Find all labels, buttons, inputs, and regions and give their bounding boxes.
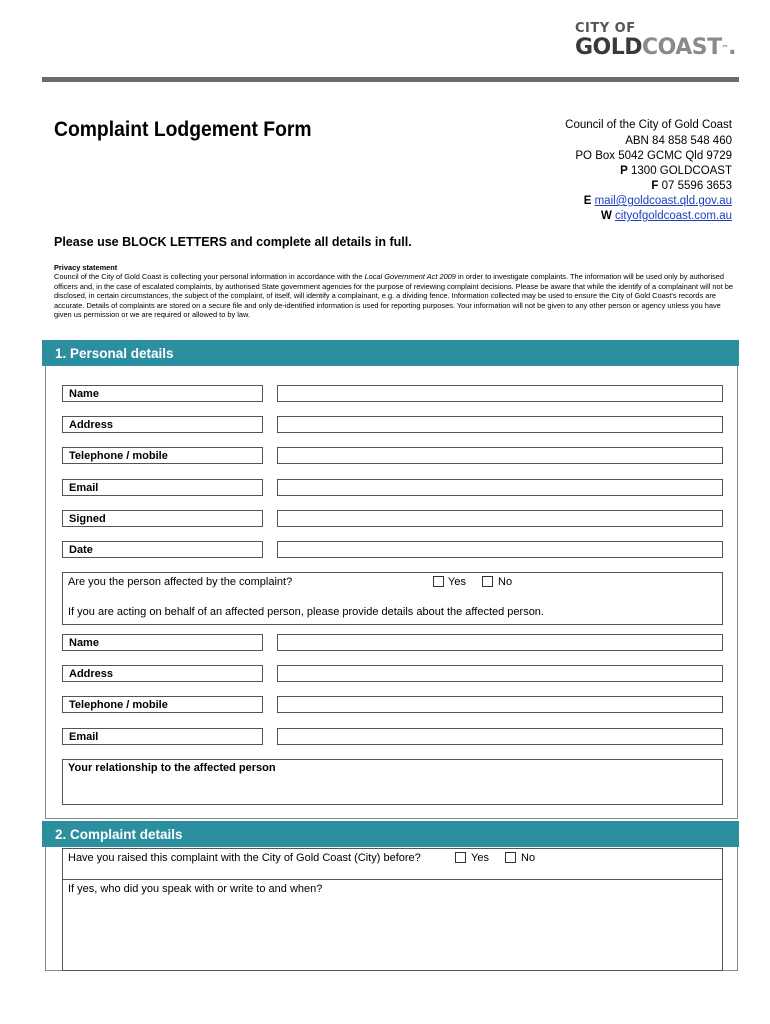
email-link[interactable]: mail@goldcoast.qld.gov.au xyxy=(594,195,732,207)
email-field[interactable] xyxy=(277,479,723,496)
privacy-act-name: Local Government Act 2009 xyxy=(364,272,456,282)
logo-dot: . xyxy=(728,35,736,60)
privacy-heading: Privacy statement xyxy=(54,263,118,272)
section-1-header: 1. Personal details xyxy=(42,340,739,366)
block-letters-instruction: Please use BLOCK LETTERS and complete all details in full. xyxy=(54,235,412,249)
fax-prefix: F xyxy=(651,180,659,192)
fax-value: 07 5596 3653 xyxy=(661,180,732,192)
logo-trademark: ™ xyxy=(721,44,729,52)
affected-yes-checkbox[interactable] xyxy=(433,576,444,587)
address-field[interactable] xyxy=(277,416,723,433)
date-field[interactable] xyxy=(277,541,723,558)
name-field[interactable] xyxy=(277,385,723,402)
logo-gold: GOLD xyxy=(574,35,642,60)
raised-yes-checkbox[interactable] xyxy=(455,852,466,863)
affected-no-label: No xyxy=(498,576,513,588)
section-2-header: 2. Complaint details xyxy=(42,821,739,847)
affected-address-label: Address xyxy=(62,665,263,682)
council-web xyxy=(565,209,732,224)
name-label: Name xyxy=(62,385,263,402)
raised-yes-label: Yes xyxy=(471,852,489,864)
logo-city-of: CITY OF xyxy=(574,21,636,36)
privacy-statement xyxy=(54,263,736,319)
raised-before-question: Have you raised this complaint with the City of Gold Coast (City) before? xyxy=(68,852,421,864)
logo-wordmark xyxy=(575,36,736,60)
city-of-gold-coast-logo xyxy=(575,22,736,60)
affected-yes-label: Yes xyxy=(448,576,466,588)
behalf-instruction: If you are acting on behalf of an affected person, please provide details about the affected person. xyxy=(68,606,544,618)
relationship-label: Your relationship to the affected person xyxy=(68,762,276,774)
telephone-field[interactable] xyxy=(277,447,723,464)
email-label: Email xyxy=(62,479,263,496)
telephone-label: Telephone / mobile xyxy=(62,447,263,464)
council-email xyxy=(565,194,732,209)
council-abn: ABN 84 858 548 460 xyxy=(625,135,732,147)
privacy-text-after: in order to investigate complaints. The information will be used only by authorised officers and, in the case of escalated complaints, by authorised State government agencies for the purpose of reviewing complaint decisions. Please be aware that while the identify of a complainant will not be disclosed, in certain circumstances, the subject of the complaint, of itself, will identify a complainant, e.g. a dividing fence. Information collected may be used to ensure the City of Gold Coast's records are accurate. Details of complaints are stored on a secure file and only de-identified information is used for reporting purposes. Your information will not be given to any other person or agency unless you have given us permission or we are required or allowed to by law. xyxy=(54,272,733,320)
raised-no-label: No xyxy=(521,852,536,864)
web-prefix: W xyxy=(600,210,612,222)
affected-question: Are you the person affected by the complaint? xyxy=(68,576,293,588)
affected-email-field[interactable] xyxy=(277,728,723,745)
phone-prefix: P xyxy=(620,165,628,177)
address-label: Address xyxy=(62,416,263,433)
privacy-text-before: Council of the City of Gold Coast is collecting your personal information in accordance with the xyxy=(54,272,365,282)
web-link[interactable]: cityofgoldcoast.com.au xyxy=(615,210,732,222)
date-label: Date xyxy=(62,541,263,558)
signed-field[interactable] xyxy=(277,510,723,527)
raised-no-checkbox[interactable] xyxy=(505,852,516,863)
signed-label: Signed xyxy=(62,510,263,527)
council-fax xyxy=(565,179,732,194)
affected-name-field[interactable] xyxy=(277,634,723,651)
council-po-box: PO Box 5042 GCMC Qld 9729 xyxy=(575,150,732,162)
affected-telephone-field[interactable] xyxy=(277,696,723,713)
logo-coast: COAST xyxy=(642,35,722,60)
affected-no-checkbox[interactable] xyxy=(482,576,493,587)
header-divider xyxy=(42,77,739,82)
contact-details-question: If yes, who did you speak with or write to and when? xyxy=(68,883,323,895)
council-contact-block xyxy=(565,118,732,224)
email-prefix: E xyxy=(583,195,592,207)
phone-value: 1300 GOLDCOAST xyxy=(631,165,732,177)
affected-name-label: Name xyxy=(62,634,263,651)
affected-email-label: Email xyxy=(62,728,263,745)
form-title: Complaint Lodgement Form xyxy=(54,118,312,141)
council-name: Council of the City of Gold Coast xyxy=(565,119,732,131)
affected-address-field[interactable] xyxy=(277,665,723,682)
affected-telephone-label: Telephone / mobile xyxy=(62,696,263,713)
council-phone xyxy=(565,164,732,179)
